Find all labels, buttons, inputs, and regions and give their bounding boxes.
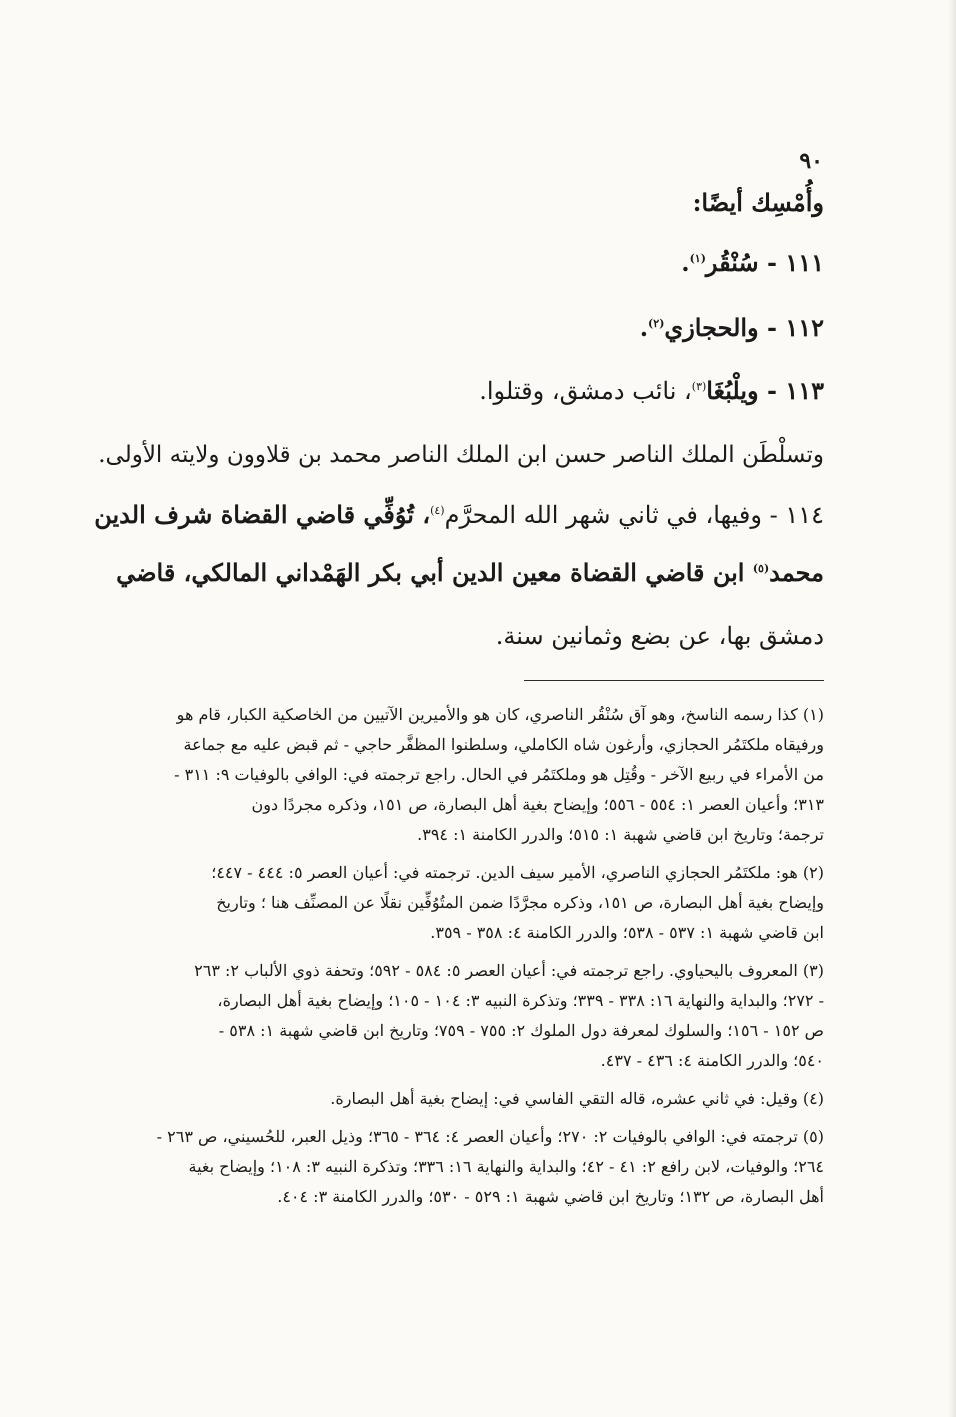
- footnote-line: (٣) المعروف باليحياوي. راجع ترجمته في: أعيان العصر ٥: ٥٨٤ - ٥٩٢؛ وتحفة ذوي الألباب ٢: ٢٦٣: [194, 961, 824, 980]
- footnote-line: ٣١٣؛ وأعيان العصر ١: ٥٥٤ - ٥٥٦؛ وإيضاح بغية أهل البصارة، ص ١٥١، وذكره مجردًا دون: [251, 795, 824, 814]
- footnote-line: ابن قاضي شهبة ١: ٥٣٧ - ٥٣٨؛ والدرر الكامنة ٤: ٣٥٨ - ٣٥٩.: [430, 923, 824, 942]
- entry-112: ١١٢ - والحجازي: [664, 313, 824, 342]
- footnote-4: [122, 1084, 824, 1114]
- footnote-line: (٢) هو: ملكتَمُر الحجازي الناصري، الأمير سيف الدين. ترجمته في: أعيان العصر ٥: ٤٤٤ - ٤٤٧؛: [211, 863, 824, 882]
- main-line-2: [681, 248, 824, 278]
- footnote-ref-5: (٥): [752, 562, 770, 575]
- main-line-8: دمشق بها، عن بضع وثمانين سنة.: [495, 622, 824, 650]
- line-2-dot: .: [681, 248, 690, 277]
- footnote-line: ٥٤٠؛ والدرر الكامنة ٤: ٤٣٦ - ٤٣٧.: [600, 1051, 824, 1070]
- footnote-separator: [524, 680, 824, 681]
- footnote-ref-2: (٢): [648, 317, 665, 330]
- footnote-line: ص ١٥٢ - ١٥٦؛ والسلوك لمعرفة دول الملوك ٢: ٧٥٥ - ٧٥٩؛ وتاريخ ابن قاضي شهبة ١: ٥٣٨ -: [218, 1021, 824, 1040]
- footnote-ref-4: (٤): [430, 504, 445, 517]
- page-edge-shadow: [948, 0, 956, 1417]
- page-number: ٩٠: [799, 148, 823, 174]
- footnote-line: ٢٦٤؛ والوفيات، لابن رافع ٢: ٤١ - ٤٢؛ والبداية والنهاية ١٦: ٣٣٦؛ وتذكرة النبيه ٣: ١٠٨؛ وإيضاح بغية: [188, 1157, 824, 1176]
- main-line-4: [479, 376, 824, 406]
- main-line-1: وأُمْسِك أيضًا:: [692, 188, 824, 217]
- line-6-rest: ، تُوُفِّي قاضي القضاة شرف الدين: [94, 500, 431, 529]
- entry-111: ١١١ - سُنْقُر: [705, 248, 824, 277]
- footnote-3: [122, 956, 824, 1076]
- footnote-2: [122, 858, 824, 948]
- footnote-5: [122, 1122, 824, 1212]
- main-line-7: [116, 558, 824, 588]
- footnote-line: وإيضاح بغية أهل البصارة، ص ١٥١، وذكره مجرَّدًا ضمن المتُوُفِّين نقلًا عن المصنِّف هنا ؛ وتاريخ: [216, 893, 824, 912]
- footnote-ref-3: (٣): [691, 380, 707, 393]
- entry-113: ١١٣ - ويلْبُغَا: [706, 376, 824, 405]
- footnote-line: - ٢٧٢؛ والبداية والنهاية ١٦: ٣٣٨ - ٣٣٩؛ وتذكرة النبيه ٣: ١٠٤ - ١٠٥؛ وإيضاح بغية أهل البصارة،: [217, 991, 824, 1010]
- footnote-1: [122, 700, 824, 850]
- name-muhammad: محمد: [769, 558, 824, 587]
- line-3-dot: .: [639, 313, 649, 342]
- line-7-rest: ابن قاضي القضاة معين الدين أبي بكر الهَمْداني المالكي، قاضي: [116, 558, 753, 587]
- footnote-ref-1: (١): [689, 252, 706, 265]
- main-line-3: [640, 313, 824, 343]
- main-line-6: [94, 500, 824, 530]
- footnote-line: (٤) وقيل: في ثاني عشره، قاله التقي الفاسي في: إيضاح بغية أهل البصارة.: [330, 1089, 824, 1108]
- line-4-rest: ، نائب دمشق، وقتلوا.: [479, 377, 692, 405]
- footnote-line: أهل البصارة، ص ١٣٢؛ وتاريخ ابن قاضي شهبة ١: ٥٢٩ - ٥٣٠؛ والدرر الكامنة ٣: ٤٠٤.: [277, 1187, 824, 1206]
- footnote-line: (٥) ترجمته في: الوافي بالوفيات ٢: ٢٧٠؛ وأعيان العصر ٤: ٣٦٤ - ٣٦٥؛ وذيل العبر، للحُسيني، ص ٢٦٣ -: [156, 1127, 824, 1146]
- footnotes: [122, 700, 824, 1220]
- footnote-line: من الأمراء في ربيع الآخر - وقُتِل هو وملكتَمُر في الحال. راجع ترجمته في: الوافي بالوفيات ٩: ٣١١ -: [174, 765, 824, 784]
- entry-114: ١١٤ - وفيها، في ثاني شهر الله المحرَّم: [444, 501, 824, 529]
- footnote-line: ترجمة؛ وتاريخ ابن قاضي شهبة ١: ٥١٥؛ والدرر الكامنة ١: ٣٩٤.: [417, 825, 824, 844]
- footnote-line: ورفيقاه ملكتَمُر الحجازي، وأرغون شاه الكاملي، وسلطنوا المظفَّر حاجي - ثم قبض عليه مع جماعة: [183, 735, 824, 754]
- footnote-line: (١) كذا رسمه الناسخ، وهو آق سُنْقُر الناصري، كان هو والأميرين الآتيين من الخاصكية الكبار، قام هو: [176, 705, 824, 724]
- main-line-5: وتسلْطَن الملك الناصر حسن ابن الملك الناصر محمد بن قلاوون ولايته الأولى.: [98, 442, 824, 468]
